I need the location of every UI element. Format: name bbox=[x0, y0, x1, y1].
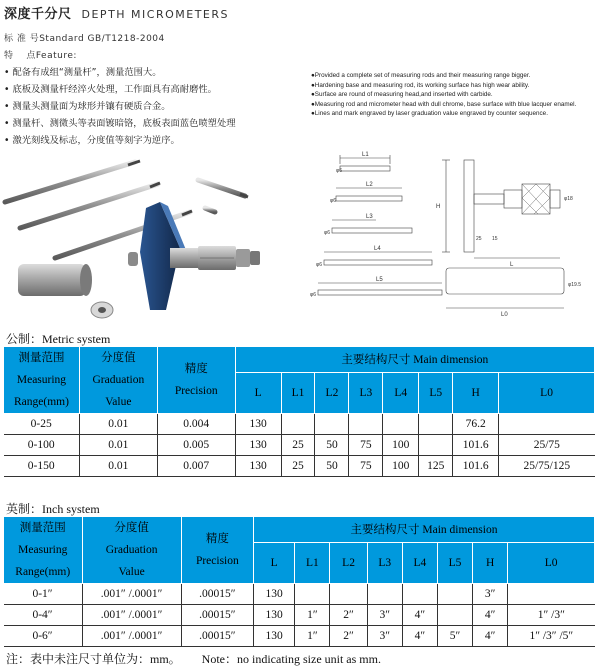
inch-col-precision: 精度 Precision bbox=[181, 517, 253, 584]
feature-en-item: ●Surface are round of measuring head,and inserted with carbide. bbox=[311, 91, 493, 99]
inch-col-graduation: 分度值 Graduation Value bbox=[82, 517, 181, 584]
metric-col-l0: L0 bbox=[499, 373, 595, 414]
label-l: L bbox=[510, 262, 514, 268]
cell: 50 bbox=[315, 456, 349, 477]
cell: 1″ bbox=[295, 626, 330, 647]
cell bbox=[419, 414, 453, 435]
inch-col-main-dimension: 主要结构尺寸 Main dimension bbox=[254, 517, 595, 543]
metric-col-graduation: 分度值 Graduation Value bbox=[79, 347, 157, 414]
cell: 0-1″ bbox=[4, 584, 83, 605]
cell: 130 bbox=[254, 605, 295, 626]
cell: 75 bbox=[349, 435, 383, 456]
metric-col-precision: 精度 Precision bbox=[157, 347, 235, 414]
cell: 76.2 bbox=[453, 414, 499, 435]
cell: 130 bbox=[254, 626, 295, 647]
cell: 0-6″ bbox=[4, 626, 83, 647]
label-15: 15 bbox=[492, 236, 498, 242]
metric-col-l2: L2 bbox=[315, 373, 349, 414]
cell: 25 bbox=[281, 435, 315, 456]
label-l0: L0 bbox=[501, 312, 508, 318]
cell: 1″ /3″ bbox=[508, 605, 595, 626]
measuring-rods bbox=[5, 161, 248, 258]
cell: 125 bbox=[419, 456, 453, 477]
inch-col-l: L bbox=[254, 543, 295, 584]
label-d6-5: φ6 bbox=[310, 292, 317, 298]
cell: 0.005 bbox=[157, 435, 235, 456]
standard-line: 标 准 号Standard GB/T1218-2004 bbox=[4, 34, 165, 44]
footnote-cn: 注：表中未注尺寸单位为：mm。 bbox=[6, 652, 181, 666]
label-l1: L1 bbox=[362, 152, 369, 158]
cell: 50 bbox=[315, 435, 349, 456]
label-l5: L5 bbox=[376, 277, 383, 283]
cell: 0.007 bbox=[157, 456, 235, 477]
table-row bbox=[4, 605, 595, 626]
cell: 4″ bbox=[473, 626, 508, 647]
cell: 0-100 bbox=[4, 435, 80, 456]
cell: 0-25 bbox=[4, 414, 80, 435]
cell: 101.6 bbox=[453, 435, 499, 456]
metric-table bbox=[3, 346, 595, 477]
cell bbox=[508, 584, 595, 605]
cell: .001″ /.0001″ bbox=[82, 584, 181, 605]
inch-header-row-1 bbox=[4, 517, 595, 543]
inch-col-range: 测量范围 Measuring Range(mm) bbox=[4, 517, 83, 584]
cell bbox=[330, 584, 367, 605]
cell bbox=[419, 435, 453, 456]
cell bbox=[367, 584, 402, 605]
micrometer-head bbox=[170, 246, 260, 270]
cell: 2″ bbox=[330, 605, 367, 626]
cell: 130 bbox=[235, 414, 281, 435]
cell: 2″ bbox=[330, 626, 367, 647]
inch-col-l5: L5 bbox=[437, 543, 472, 584]
cell bbox=[383, 414, 419, 435]
cell: 4″ bbox=[402, 626, 437, 647]
metric-col-h: H bbox=[453, 373, 499, 414]
cell: 0.01 bbox=[79, 456, 157, 477]
cell: 4″ bbox=[402, 605, 437, 626]
cell bbox=[437, 605, 472, 626]
cell: 75 bbox=[349, 456, 383, 477]
cell: 1″ /3″ /5″ bbox=[508, 626, 595, 647]
inch-caption: 英制：Inch system bbox=[6, 502, 100, 516]
inch-col-l4: L4 bbox=[402, 543, 437, 584]
cell: 3″ bbox=[473, 584, 508, 605]
footnote bbox=[6, 650, 381, 667]
label-d19-5: φ19.5 bbox=[568, 282, 581, 288]
cell: 25 bbox=[281, 456, 315, 477]
storage-tube bbox=[18, 264, 92, 296]
cap-piece bbox=[91, 302, 113, 318]
label-l4: L4 bbox=[374, 246, 381, 252]
feature-cn-item: • 配备有成组“测量杆”，测量范围大。 bbox=[4, 67, 162, 78]
metric-col-range: 测量范围 Measuring Range(mm) bbox=[4, 347, 80, 414]
feature-cn-item: • 激光刻线及标志，分度值等刻字为逆序。 bbox=[4, 135, 180, 146]
cell: 130 bbox=[235, 456, 281, 477]
rod-l2 bbox=[330, 182, 402, 204]
label-d6-2: φ6 bbox=[330, 198, 337, 204]
feature-en-item: ●Hardening base and measuring rod, its working surface has high wear ability. bbox=[311, 81, 530, 89]
cell: 130 bbox=[254, 584, 295, 605]
cell: .00015″ bbox=[181, 626, 253, 647]
metric-col-l1: L1 bbox=[281, 373, 315, 414]
cell bbox=[437, 584, 472, 605]
cell: .00015″ bbox=[181, 584, 253, 605]
metric-header-row-1 bbox=[4, 347, 595, 373]
rod-l5 bbox=[310, 277, 442, 298]
feature-en-item: ●Lines and mark engraved by laser graduation value engraved by counter sequence. bbox=[311, 110, 548, 118]
features-heading: 特 点Feature: bbox=[4, 51, 77, 61]
technical-drawing bbox=[296, 140, 597, 320]
table-row bbox=[4, 414, 595, 435]
metric-col-main-dimension: 主要结构尺寸 Main dimension bbox=[235, 347, 594, 373]
metric-caption: 公制：Metric system bbox=[6, 332, 111, 346]
cell: .00015″ bbox=[181, 605, 253, 626]
metric-col-l4: L4 bbox=[383, 373, 419, 414]
label-h: H bbox=[436, 204, 441, 210]
cell bbox=[499, 414, 595, 435]
cell: 1″ bbox=[295, 605, 330, 626]
product-photo bbox=[0, 150, 300, 335]
cell: .001″ /.0001″ bbox=[82, 626, 181, 647]
cell: 25/75/125 bbox=[499, 456, 595, 477]
metric-col-l5: L5 bbox=[419, 373, 453, 414]
inch-col-l1: L1 bbox=[295, 543, 330, 584]
micrometer-side-view bbox=[436, 160, 573, 268]
feature-en-item: ●Provided a complete set of measuring rods and their measuring range bigger. bbox=[311, 72, 531, 79]
rod-l1 bbox=[336, 152, 390, 174]
metric-col-l: L bbox=[235, 373, 281, 414]
table-row bbox=[4, 626, 595, 647]
table-row bbox=[4, 435, 595, 456]
rod-l4 bbox=[316, 246, 432, 268]
label-25: 25 bbox=[476, 236, 482, 242]
features-list-en bbox=[311, 71, 597, 119]
label-d6-4: φ6 bbox=[316, 262, 323, 268]
title-cn: 深度千分尺 bbox=[4, 7, 72, 22]
tube-l0 bbox=[446, 268, 581, 318]
cell: 0.004 bbox=[157, 414, 235, 435]
cell: 0.01 bbox=[79, 414, 157, 435]
label-d6-1: φ6 bbox=[336, 168, 343, 174]
label-l2: L2 bbox=[366, 182, 373, 188]
cell: .001″ /.0001″ bbox=[82, 605, 181, 626]
table-row bbox=[4, 584, 595, 605]
metric-col-l3: L3 bbox=[349, 373, 383, 414]
features-list-cn bbox=[4, 64, 304, 149]
label-d18: φ18 bbox=[564, 196, 573, 202]
rod-l3 bbox=[324, 214, 412, 236]
inch-col-h: H bbox=[473, 543, 508, 584]
cell: 5″ bbox=[437, 626, 472, 647]
feature-cn-item: • 底板及测量杆经淬火处理，工作面具有高耐磨性。 bbox=[4, 84, 217, 95]
cell: 4″ bbox=[473, 605, 508, 626]
table-row bbox=[4, 456, 595, 477]
feature-cn-item: • 测量头测量面为球形并镶有硬质合金。 bbox=[4, 101, 171, 112]
inch-col-l0: L0 bbox=[508, 543, 595, 584]
cell bbox=[402, 584, 437, 605]
cell: 100 bbox=[383, 456, 419, 477]
cell bbox=[349, 414, 383, 435]
label-l3: L3 bbox=[366, 214, 373, 220]
cell: 0-150 bbox=[4, 456, 80, 477]
title-en: DEPTH MICROMETERS bbox=[81, 8, 230, 21]
feature-en-item: ●Measuring rod and micrometer head with dull chrome, base surface with blue lacquer enamel. bbox=[311, 100, 577, 108]
footnote-en: Note：no indicating size unit as mm. bbox=[201, 652, 381, 666]
inch-col-l3: L3 bbox=[367, 543, 402, 584]
feature-cn-item: • 测量杆、测微头等表面镀暗铬，底板表面蓝色喷塑处理 bbox=[4, 118, 236, 129]
cell: 130 bbox=[235, 435, 281, 456]
cell: 3″ bbox=[367, 605, 402, 626]
inch-table bbox=[3, 516, 595, 647]
cell: 0.01 bbox=[79, 435, 157, 456]
page-title bbox=[4, 3, 229, 21]
cell bbox=[295, 584, 330, 605]
cell: 101.6 bbox=[453, 456, 499, 477]
cell: 3″ bbox=[367, 626, 402, 647]
cell: 100 bbox=[383, 435, 419, 456]
cell bbox=[315, 414, 349, 435]
cell: 25/75 bbox=[499, 435, 595, 456]
label-d6-3: φ6 bbox=[324, 230, 331, 236]
cell: 0-4″ bbox=[4, 605, 83, 626]
inch-col-l2: L2 bbox=[330, 543, 367, 584]
cell bbox=[281, 414, 315, 435]
